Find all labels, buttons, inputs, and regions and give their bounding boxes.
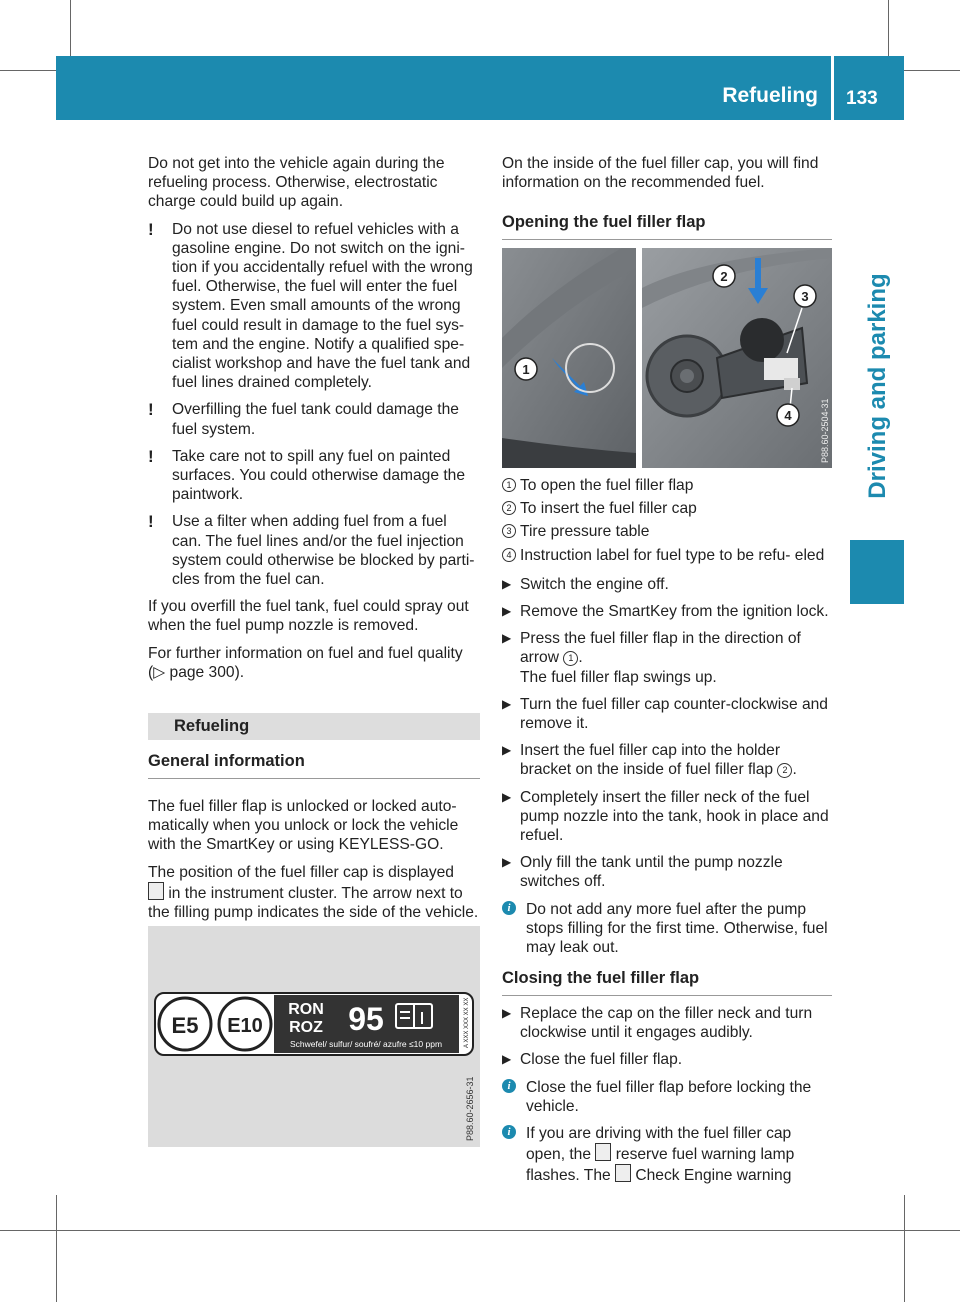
callout-1 — [515, 358, 537, 380]
heading-rule — [148, 778, 480, 779]
step-arrow-icon: ▶ — [502, 1052, 512, 1067]
step-result: The fuel filler flap swings up. — [520, 668, 717, 686]
callout-ref: 1 — [563, 651, 578, 666]
info-note: i Do not add any more fuel after the pump stops filling for the first time. Otherwise, fuel may leak out. — [502, 900, 834, 958]
info-note: i Close the fuel filler flap before locking the vehicle. — [502, 1078, 834, 1116]
callout-4 — [777, 404, 799, 426]
step-arrow-icon: ▶ — [502, 743, 512, 758]
crop-mark — [0, 1230, 960, 1231]
general-info-heading: General information — [148, 752, 305, 770]
page-reference-link[interactable]: page 300). — [165, 663, 245, 681]
warning-icon: ! — [148, 219, 154, 239]
crop-mark — [904, 1195, 905, 1302]
legend-item: 3 Tire pressure table — [502, 522, 834, 541]
heading-rule — [502, 239, 832, 240]
section-tab — [850, 540, 904, 604]
octane-label: 95 — [348, 1001, 384, 1037]
header-separator — [831, 56, 834, 120]
step-item: ▶ Remove the SmartKey from the ignition lock. — [502, 603, 829, 621]
info-note: i If you are driving with the fuel filler cap open, the reserve fuel warning lamp flashes. The Check Engine warning — [502, 1124, 834, 1186]
step-item: ▶ Close the fuel filler flap. — [502, 1051, 683, 1069]
roz-label: ROZ — [289, 1019, 323, 1036]
info-icon: i — [502, 1079, 516, 1093]
general-info-text-2: The position of the fuel filler cap is displayed in the instrument cluster. The arrow next to the filling pump indicates the side of the vehicle. — [148, 863, 479, 922]
closing-heading: Closing the fuel filler flap — [502, 969, 700, 987]
left-column — [148, 154, 480, 690]
warning-item: ! Use a filter when adding fuel from a fuel can. The fuel lines and/or the fuel injection system could otherwise be blocked by parti- cles from the fuel can. — [148, 512, 475, 589]
check-engine-icon — [615, 1164, 631, 1182]
legend-item: 1 To open the fuel filler flap — [502, 476, 834, 495]
callout-3 — [794, 285, 816, 307]
general-info-text: The fuel filler flap is unlocked or locked auto- matically when you unlock or lock the vehicle with the SmartKey or using KEYLESS-GO. — [148, 798, 459, 854]
step-arrow-icon: ▶ — [502, 576, 512, 591]
step-item: ▶ Replace the cap on the filler neck and turn clockwise until it engages audibly. — [502, 1005, 813, 1042]
ron-label: RON — [288, 1001, 324, 1018]
intro-text: On the inside of the fuel filler cap, you will find information on the recommended fuel. — [502, 155, 819, 192]
right-instructions — [502, 476, 834, 965]
warning-icon: ! — [148, 446, 154, 466]
step-arrow-icon: ▶ — [502, 631, 512, 646]
warning-item: ! Overfilling the fuel tank could damage the fuel system. — [148, 400, 459, 438]
page-ref-icon: ▷ — [153, 663, 166, 681]
right-intro — [502, 154, 834, 200]
warning-item: ! Do not use diesel to refuel vehicles with a gasoline engine. Do not switch on the igni- tion if you accidentally refuel with the wrong fuel. Otherwise, the fuel will enter the fuel system. Even small amounts of the wrong fuel could result in damage to the fuel sys- tem and the engine. Notify a qualified spe- cialist workshop and have the fuel tank and fuel lines drained completely. — [148, 219, 473, 392]
fuel-pump-icon — [595, 1143, 611, 1161]
e5-label: E5 — [171, 1013, 199, 1038]
svg-text:4: 4 — [784, 408, 792, 423]
step-item: ▶ Switch the engine off. — [502, 575, 669, 593]
section-heading: Refueling — [174, 717, 250, 735]
page-number: 133 — [846, 88, 878, 109]
further-info-text: For further information on fuel and fuel quality (▷ page 300). — [148, 644, 463, 681]
step-item: ▶ Press the fuel filler flap in the direction of arrow 1 . The fuel filler flap swings up. — [502, 630, 801, 686]
svg-text:2: 2 — [720, 269, 728, 284]
step-arrow-icon: ▶ — [502, 789, 512, 804]
fuel-label-figure — [148, 926, 480, 1147]
step-item: ▶ Completely insert the filler neck of the fuel pump nozzle into the tank, hook in place and refuel. — [502, 788, 829, 845]
svg-text:1: 1 — [522, 362, 530, 377]
fuel-filler-cap — [740, 318, 784, 362]
svg-text:3: 3 — [801, 289, 809, 304]
label-code: A XXX XXX XX XX — [464, 997, 470, 1048]
closing-block — [502, 1004, 834, 1194]
step-arrow-icon: ▶ — [502, 1006, 512, 1020]
page-title: Refueling — [722, 84, 818, 107]
figure-id: P88.60-2656-31 — [465, 1076, 475, 1141]
e10-label: E10 — [227, 1015, 263, 1037]
step-arrow-icon: ▶ — [502, 604, 512, 619]
general-info-block — [148, 797, 480, 930]
step-item: ▶ Turn the fuel filler cap counter-clockwise and remove it. — [502, 695, 828, 733]
sulfur-label: Schwefel/ sulfur/ soufré/ azufre ≤10 ppm — [289, 1039, 443, 1049]
warning-icon: ! — [148, 512, 154, 532]
warning-icon: ! — [148, 400, 154, 420]
heading-rule — [502, 995, 832, 996]
warning-item: ! Take care not to spill any fuel on painted surfaces. You could otherwise damage the paintwork. — [148, 446, 466, 504]
step-arrow-icon: ▶ — [502, 855, 512, 870]
step-arrow-icon: ▶ — [502, 696, 512, 711]
tire-pressure-table — [764, 358, 798, 380]
legend-item: 4 Instruction label for fuel type to be refu- eled — [502, 546, 834, 565]
step-item: ▶ Only fill the tank until the pump nozzle switches off. — [502, 854, 783, 891]
callout-ref: 2 — [777, 763, 792, 778]
overfill-text: If you overfill the fuel tank, fuel could spray out when the fuel pump nozzle is removed. — [148, 598, 469, 635]
fuel-pump-icon — [148, 882, 164, 900]
info-icon: i — [502, 901, 516, 915]
crop-mark — [56, 1195, 57, 1302]
callout-2 — [713, 265, 735, 287]
info-icon: i — [502, 1125, 516, 1139]
section-label — [848, 236, 908, 536]
step-item: ▶ Insert the fuel filler cap into the holder bracket on the inside of fuel filler flap 2 . — [502, 742, 797, 779]
opening-heading: Opening the fuel filler flap — [502, 213, 706, 231]
section-label-text: Driving and parking — [864, 273, 891, 499]
intro-text: Do not get into the vehicle again during the refueling process. Otherwise, electrostatic charge could build up again. — [148, 155, 445, 211]
legend-item: 2 To insert the fuel filler cap — [502, 499, 834, 518]
figure-id: P88.60-2504-31 — [820, 398, 830, 463]
fuel-flap-photo — [502, 248, 832, 468]
